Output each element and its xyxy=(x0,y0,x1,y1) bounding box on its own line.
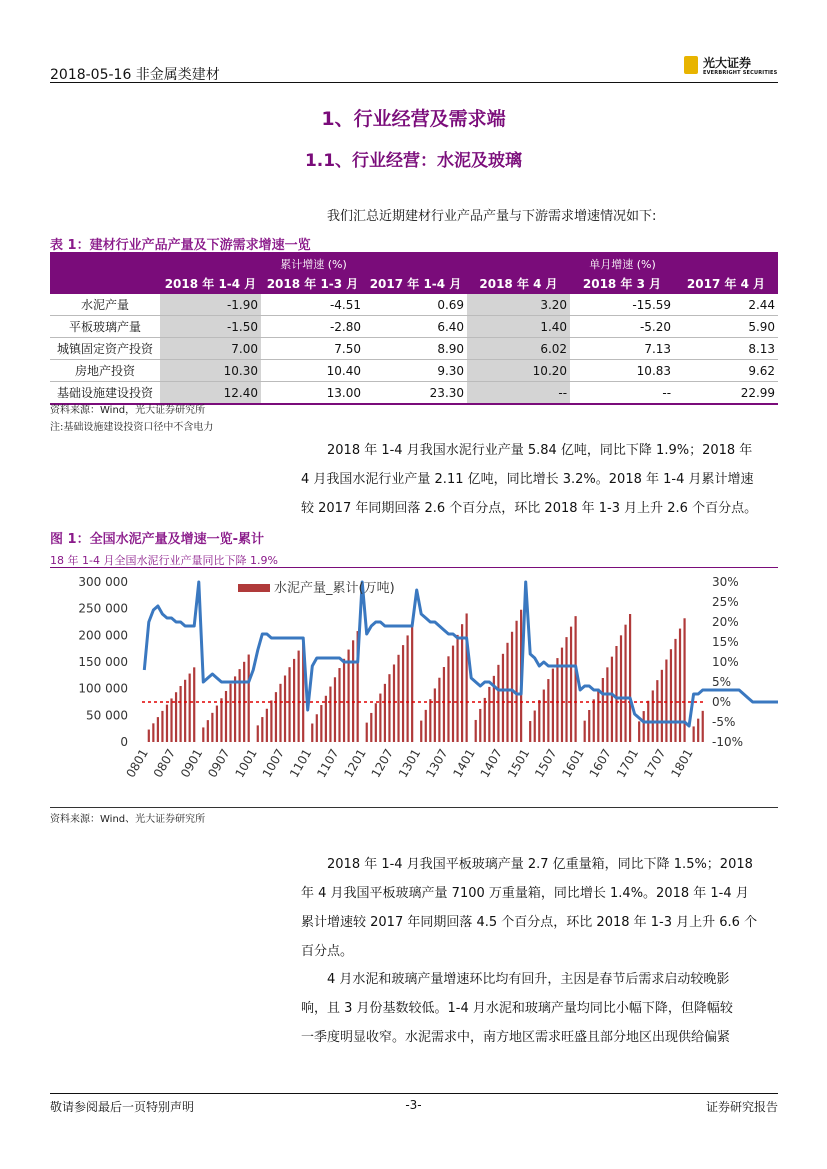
output-bar xyxy=(593,699,595,742)
output-bar xyxy=(643,711,645,742)
output-bar xyxy=(679,629,681,742)
row-label: 基础设施建设投资 xyxy=(50,382,160,405)
output-bar xyxy=(429,699,431,742)
output-bar xyxy=(161,711,163,742)
output-bar xyxy=(547,679,549,742)
x-axis-tick: 1007 xyxy=(259,746,288,780)
output-bar xyxy=(602,678,604,742)
right-axis-tick: 20% xyxy=(712,615,739,629)
right-axis-tick: 15% xyxy=(712,635,739,649)
output-bar xyxy=(497,665,499,742)
left-axis-tick: 50 000 xyxy=(86,708,128,723)
output-bar xyxy=(606,667,608,742)
output-bar xyxy=(466,613,468,742)
output-bar xyxy=(584,721,586,742)
output-bar xyxy=(375,703,377,742)
x-axis-tick: 0901 xyxy=(177,746,206,780)
table-row xyxy=(50,338,778,360)
x-axis-tick: 1801 xyxy=(668,746,696,780)
output-bar xyxy=(670,649,672,742)
output-bar xyxy=(179,686,181,742)
output-bar xyxy=(343,659,345,742)
output-bar xyxy=(352,640,354,742)
table-cell: -- xyxy=(570,382,674,405)
output-bar xyxy=(515,621,517,742)
x-axis-tick: 0801 xyxy=(123,746,151,780)
left-axis-tick: 200 000 xyxy=(78,628,128,643)
table-source: 资料来源：Wind，光大证券研究所 xyxy=(50,405,206,416)
left-axis-tick: 300 000 xyxy=(78,575,128,589)
right-axis-tick: -10% xyxy=(712,735,744,749)
table-cell: 10.20 xyxy=(467,360,570,382)
right-axis-tick: 25% xyxy=(712,595,739,609)
output-bar xyxy=(370,713,372,742)
output-bar xyxy=(674,639,676,742)
table-cell: 12.40 xyxy=(160,382,261,405)
output-bar xyxy=(438,678,440,742)
table-cell: 7.50 xyxy=(261,338,364,360)
output-bar xyxy=(488,687,490,742)
output-bar xyxy=(298,651,300,742)
table-cell: 0.69 xyxy=(364,294,467,316)
text-line: 较 2017 年同期回落 2.6 个百分点，环比 2018 年 1-3 月上升 2.6 个百分点。 xyxy=(301,501,758,516)
table-cell: 8.90 xyxy=(364,338,467,360)
paragraph xyxy=(50,965,778,1052)
footer-report-type: 证券研究报告 xyxy=(705,1100,778,1114)
paragraph xyxy=(50,850,778,966)
table-cell: 6.40 xyxy=(364,316,467,338)
x-axis-tick: 1701 xyxy=(613,746,642,780)
table-row xyxy=(50,316,778,338)
x-axis-tick: 0907 xyxy=(205,746,233,780)
table-cell: 3.20 xyxy=(467,294,570,316)
text-line: 响，且 3 月份基数较低。1-4 月水泥和玻璃产量均同比小幅下降，但降幅较 xyxy=(301,1001,733,1016)
footer-disclaimer: 敬请参阅最后一页特别声明 xyxy=(50,1100,195,1114)
output-bar xyxy=(220,698,222,742)
table-cell: 6.02 xyxy=(467,338,570,360)
table-cell: -5.20 xyxy=(570,316,674,338)
output-bar xyxy=(425,710,427,742)
row-label: 城镇固定资产投资 xyxy=(50,338,160,360)
output-bar xyxy=(320,705,322,742)
x-axis-tick: 1001 xyxy=(232,746,260,780)
output-bar xyxy=(702,711,704,742)
output-bar xyxy=(665,660,667,742)
table-cell: -15.59 xyxy=(570,294,674,316)
x-axis-tick: 1401 xyxy=(450,746,478,780)
output-bar xyxy=(420,721,422,742)
output-bar xyxy=(402,645,404,742)
growth-table xyxy=(50,254,778,405)
output-bar xyxy=(388,674,390,742)
text-line: 4 月水泥和玻璃产量增速环比均有回升，主因是春节后需求启动较晚影 xyxy=(327,972,730,987)
text-line: 百分点。 xyxy=(301,944,354,959)
output-bar xyxy=(443,667,445,742)
output-bar xyxy=(216,706,218,742)
output-bar xyxy=(207,720,209,742)
output-bar xyxy=(638,721,640,742)
col-header: 2017 年 4 月 xyxy=(674,273,778,294)
col-header: 2018 年 1-3 月 xyxy=(261,273,364,294)
figure-subtitle: 18 年 1-4 月全国水泥行业产量同比下降 1.9% xyxy=(50,554,278,567)
table-cell: 1.40 xyxy=(467,316,570,338)
output-bar xyxy=(334,677,336,742)
table-cell: -1.50 xyxy=(160,316,261,338)
output-bar xyxy=(384,684,386,742)
right-axis-tick: -5% xyxy=(712,715,736,729)
output-bar xyxy=(620,635,622,742)
output-bar xyxy=(175,692,177,742)
output-bar xyxy=(170,698,172,742)
output-bar xyxy=(257,725,259,742)
col-header: 2018 年 4 月 xyxy=(467,273,570,294)
output-bar xyxy=(166,705,168,742)
intro-text: 我们汇总近期建材行业产品产量与下游需求增速情况如下: xyxy=(327,209,657,224)
table-cell: -1.90 xyxy=(160,294,261,316)
output-bar xyxy=(284,676,286,742)
group-header-monthly: 单月增速 (%) xyxy=(467,254,778,273)
row-label: 平板玻璃产量 xyxy=(50,316,160,338)
text-line: 2018 年 1-4 月我国平板玻璃产量 2.7 亿重量箱，同比下降 1.5%；2018 xyxy=(327,857,753,872)
output-bar xyxy=(506,643,508,742)
right-axis-tick: 10% xyxy=(712,655,739,669)
x-axis-tick: 1307 xyxy=(423,746,451,780)
output-bar xyxy=(461,624,463,742)
output-bar xyxy=(229,684,231,742)
x-axis-tick: 1501 xyxy=(504,746,533,780)
footer-divider xyxy=(50,1093,778,1094)
table-cell: -4.51 xyxy=(261,294,364,316)
paragraph xyxy=(50,436,778,523)
output-bar xyxy=(561,648,563,742)
output-bar xyxy=(552,669,554,742)
output-bar xyxy=(447,656,449,742)
output-bar xyxy=(193,667,195,742)
output-bar xyxy=(293,659,295,742)
text-line: 2018 年 1-4 月我国水泥行业产量 5.84 亿吨，同比下降 1.9%；2018 年 xyxy=(327,443,753,458)
brand-name-en: EVERBRIGHT SECURITIES xyxy=(703,70,778,76)
output-bar xyxy=(629,614,631,742)
output-bar xyxy=(411,626,413,742)
header-date-sector: 2018-05-16 非金属类建材 xyxy=(50,67,220,83)
output-bar xyxy=(202,727,204,742)
table-row xyxy=(50,294,778,316)
output-bar xyxy=(397,655,399,742)
output-bar xyxy=(338,668,340,742)
brand-name: 光大证券 xyxy=(703,56,752,70)
output-bar xyxy=(529,721,531,742)
output-bar xyxy=(538,700,540,742)
table-cell: 2.44 xyxy=(674,294,778,316)
output-bar xyxy=(565,637,567,742)
output-bar xyxy=(452,646,454,742)
output-bar xyxy=(511,632,513,742)
output-bar xyxy=(316,714,318,742)
x-axis-tick: 0807 xyxy=(150,746,179,780)
table-note: 注:基础设施建设投资口径中不含电力 xyxy=(50,422,214,433)
output-bar xyxy=(556,658,558,742)
output-bar xyxy=(275,692,277,742)
x-axis-tick: 1707 xyxy=(641,746,669,780)
output-bar xyxy=(588,710,590,742)
text-line: 年 4 月我国平板玻璃产量 7100 万重量箱，同比增长 1.4%。2018 年 1-4 月 xyxy=(301,886,749,901)
text-line: 4 月我国水泥行业产量 2.11 亿吨，同比增长 3.2%。2018 年 1-4 月累计增速 xyxy=(301,472,754,487)
left-axis-tick: 250 000 xyxy=(78,601,128,616)
output-bar xyxy=(148,730,150,742)
output-bar xyxy=(152,723,154,742)
table-row xyxy=(50,360,778,382)
output-bar xyxy=(661,670,663,742)
x-axis-tick: 1207 xyxy=(368,746,397,780)
output-bar xyxy=(311,724,313,742)
output-bar xyxy=(570,627,572,742)
col-header: 2018 年 1-4 月 xyxy=(160,273,261,294)
right-axis-tick: 0% xyxy=(712,695,732,709)
output-bar xyxy=(624,625,626,742)
output-bar xyxy=(329,687,331,742)
x-axis-tick: 1107 xyxy=(314,746,342,780)
left-axis-tick: 100 000 xyxy=(78,681,128,696)
figure-caption-rule xyxy=(50,567,778,568)
output-bar xyxy=(239,669,241,742)
table-cell: 5.90 xyxy=(674,316,778,338)
output-bar xyxy=(393,664,395,742)
row-label: 房地产投资 xyxy=(50,360,160,382)
x-axis-tick: 1607 xyxy=(586,746,614,780)
figure-caption: 图 1：全国水泥产量及增速一览-累计 xyxy=(50,532,264,547)
table-cell: 23.30 xyxy=(364,382,467,405)
table-caption: 表 1：建材行业产品产量及下游需求增速一览 xyxy=(50,238,311,253)
output-bar xyxy=(484,698,486,742)
output-bar xyxy=(502,654,504,742)
x-axis-tick: 1301 xyxy=(395,746,424,780)
output-bar xyxy=(693,726,695,742)
legend-swatch xyxy=(238,584,270,592)
table-cell: 10.30 xyxy=(160,360,261,382)
subsection-heading: 1.1、行业经营：水泥及玻璃 xyxy=(304,151,523,171)
header-divider xyxy=(50,82,778,83)
output-bar xyxy=(261,717,263,742)
right-axis-tick: 30% xyxy=(712,575,739,589)
output-bar xyxy=(184,680,186,742)
table-cell: 8.13 xyxy=(674,338,778,360)
row-label: 水泥产量 xyxy=(50,294,160,316)
output-bar xyxy=(211,713,213,742)
x-axis-tick: 1407 xyxy=(477,746,506,780)
output-bar xyxy=(697,719,699,742)
output-bar xyxy=(234,676,236,742)
output-bar xyxy=(325,696,327,742)
table-cell: -- xyxy=(467,382,570,405)
table-cell: 10.40 xyxy=(261,360,364,382)
figure-source: 资料来源：Wind、光大证券研究所 xyxy=(50,807,778,825)
col-header: 2017 年 1-4 月 xyxy=(364,273,467,294)
legend-label: 水泥产量_累计(万吨) xyxy=(274,581,395,596)
output-bar xyxy=(615,646,617,742)
output-bar xyxy=(479,709,481,742)
output-bar xyxy=(379,694,381,742)
output-bar xyxy=(456,635,458,742)
output-bar xyxy=(407,635,409,742)
col-header: 2018 年 3 月 xyxy=(570,273,674,294)
brand-logo-icon xyxy=(684,56,698,74)
x-axis-tick: 1201 xyxy=(341,746,369,780)
group-header-cumulative: 累计增速 (%) xyxy=(160,254,467,273)
left-axis-tick: 150 000 xyxy=(78,655,128,669)
x-axis-tick: 1507 xyxy=(532,746,560,780)
table-cell: 22.99 xyxy=(674,382,778,405)
section-heading: 1、行业经营及需求端 xyxy=(321,108,506,130)
page-number: -3- xyxy=(405,1098,422,1112)
output-bar xyxy=(225,691,227,742)
output-bar xyxy=(534,711,536,742)
output-bar xyxy=(266,709,268,742)
table-cell: 13.00 xyxy=(261,382,364,405)
output-bar xyxy=(434,688,436,742)
table-cell: 9.62 xyxy=(674,360,778,382)
output-bar xyxy=(543,690,545,742)
output-bar xyxy=(279,684,281,742)
output-bar xyxy=(575,616,577,742)
output-bar xyxy=(366,723,368,742)
output-bar xyxy=(157,717,159,742)
table-cell: 7.00 xyxy=(160,338,261,360)
x-axis-tick: 1101 xyxy=(286,746,315,780)
table-cell: 7.13 xyxy=(570,338,674,360)
output-bar xyxy=(270,700,272,742)
table-cell: 10.83 xyxy=(570,360,674,382)
table-group-header xyxy=(50,254,778,273)
output-bar xyxy=(248,655,250,742)
table-cell: -2.80 xyxy=(261,316,364,338)
output-bar xyxy=(652,690,654,742)
output-bar xyxy=(656,680,658,742)
right-axis-tick: 5% xyxy=(712,675,732,689)
cement-output-chart xyxy=(50,570,778,806)
output-bar xyxy=(597,689,599,742)
output-bar xyxy=(288,667,290,742)
output-bar xyxy=(611,657,613,742)
x-axis-tick: 1601 xyxy=(559,746,587,780)
left-axis-tick: 0 xyxy=(120,735,128,749)
text-line: 一季度明显收窄。水泥需求中，南方地区需求旺盛且部分地区出现供给偏紧 xyxy=(301,1030,731,1045)
output-bar xyxy=(189,674,191,742)
text-line: 累计增速较 2017 年同期回落 4.5 个百分点，环比 2018 年 1-3 月上升 6.6 个 xyxy=(301,915,758,930)
table-cell: 9.30 xyxy=(364,360,467,382)
table-column-header xyxy=(50,273,778,294)
output-bar xyxy=(475,720,477,742)
